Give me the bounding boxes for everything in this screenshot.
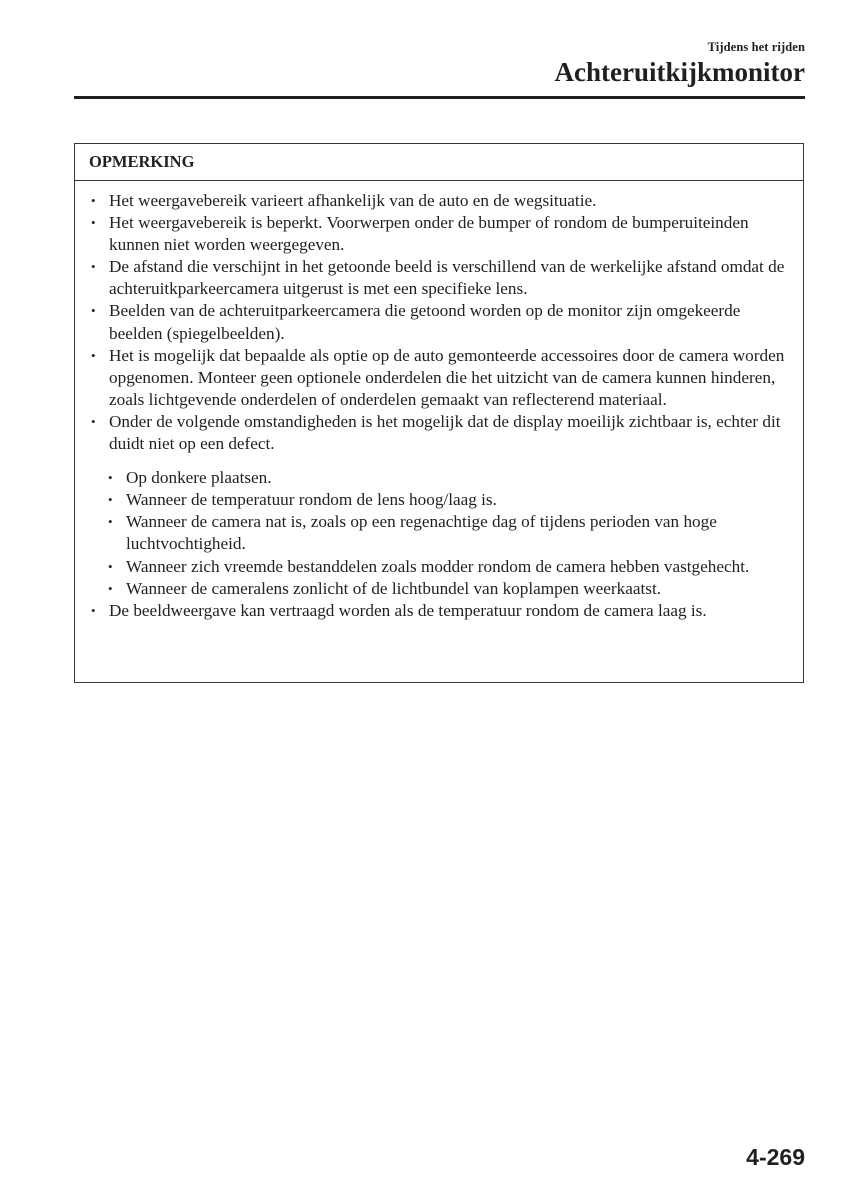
note-sub-bullet: • Wanneer zich vreemde bestanddelen zoals modder rondom de camera hebben vastgehecht.	[104, 556, 793, 578]
note-bullet-list	[87, 190, 793, 455]
note-bullet: • De beeldweergave kan vertraagd worden als de temperatuur rondom de camera laag is.	[87, 600, 793, 622]
note-sub-bullet: • Wanneer de camera nat is, zoals op een regenachtige dag of tijdens perioden van hoge luchtvochtigheid.	[104, 511, 793, 555]
note-heading: OPMERKING	[75, 144, 803, 181]
page-title: Achteruitkijkmonitor	[554, 57, 805, 87]
title-rule	[74, 96, 805, 99]
note-body	[75, 181, 803, 622]
note-box	[74, 143, 804, 683]
note-sub-bullet: • Wanneer de temperatuur rondom de lens hoog/laag is.	[104, 489, 793, 511]
note-bullet: • Onder de volgende omstandigheden is het mogelijk dat de display moeilijk zichtbaar is, echter dit duidt niet op een defect.	[87, 411, 793, 455]
note-bullet: • De afstand die verschijnt in het getoonde beeld is verschillend van de werkelijke afstand omdat de achteruitkparkeercamera uitgerust is met een specifieke lens.	[87, 256, 793, 300]
note-bullet: • Het weergavebereik varieert afhankelijk van de auto en de wegsituatie.	[87, 190, 793, 212]
note-sub-bullet-list	[104, 467, 793, 600]
note-sub-bullet: • Wanneer de cameralens zonlicht of de lichtbundel van koplampen weerkaatst.	[104, 578, 793, 600]
page-number: 4-269	[746, 1144, 805, 1170]
note-sub-bullet: • Op donkere plaatsen.	[104, 467, 793, 489]
note-last-bullet-list	[87, 600, 793, 622]
note-bullet: • Het is mogelijk dat bepaalde als optie op de auto gemonteerde accessoires door de camera worden opgenomen. Monteer geen optionele onderdelen die het uitzicht van de camera kunnen hinderen, zoals lichtgevende onderdelen of onderdelen gemaakt van reflecterend materiaal.	[87, 345, 793, 411]
note-bullet: • Het weergavebereik is beperkt. Voorwerpen onder de bumper of rondom de bumperuiteinden kunnen niet worden weergegeven.	[87, 212, 793, 256]
section-label: Tijdens het rijden	[707, 40, 805, 54]
note-bullet: • Beelden van de achteruitparkeercamera die getoond worden op de monitor zijn omgekeerde beelden (spiegelbeelden).	[87, 300, 793, 344]
